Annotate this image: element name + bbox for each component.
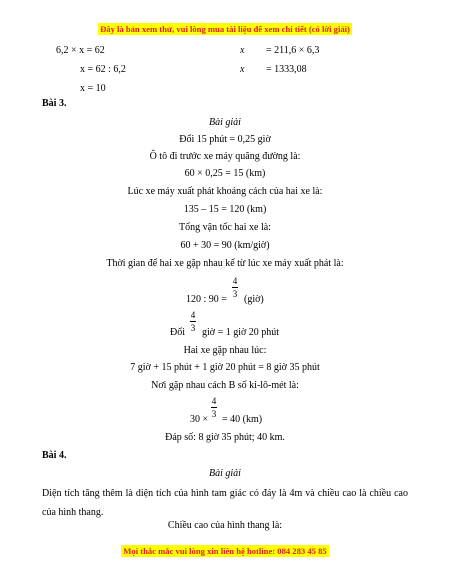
bai3-line-9-pre: 120 : 90 =: [186, 294, 227, 305]
fraction-numerator: 4: [232, 276, 238, 286]
bai3-line-7: 60 + 30 = 90 (km/giờ): [180, 240, 270, 251]
fraction-numerator: 4: [211, 396, 217, 406]
bai3-line-10-post: giờ = 1 giờ 20 phút: [202, 327, 280, 338]
fraction-bar: [232, 287, 238, 288]
fraction-denominator: 3: [190, 323, 196, 333]
eq-left-2: x = 62 : 6,2: [80, 64, 126, 75]
bai3-subheading: Bài giải: [209, 117, 241, 128]
fraction-bar: [190, 321, 196, 322]
bai4-line-1: Chiều cao của hình thang là:: [167, 520, 283, 531]
eq-right-2-var: x: [240, 64, 245, 75]
fraction-4-3: [208, 396, 220, 419]
fraction-numerator: 4: [190, 310, 196, 320]
bai3-heading: Bài 3.: [42, 98, 67, 109]
bai4-subheading: Bài giải: [209, 468, 241, 479]
bai3-line-10-pre: Đổi: [170, 327, 185, 338]
eq-left-3: x = 10: [80, 83, 106, 94]
bai3-line-14-post: = 40 (km): [222, 414, 263, 425]
fraction-4-3: [229, 276, 241, 299]
bai3-line-8: Thời gian để hai xe gặp nhau kể từ lúc xe máy xuất phát là:: [106, 258, 344, 269]
bai3-line-13: Nơi gặp nhau cách B số ki-lô-mét là:: [151, 380, 299, 391]
fraction-denominator: 3: [232, 289, 238, 299]
bai3-line-14-pre: 30 ×: [190, 414, 209, 425]
eq-left-1: 6,2 × x = 62: [56, 45, 105, 56]
bai4-heading: Bài 4.: [42, 450, 67, 461]
fraction-4-3: [187, 310, 199, 333]
bai3-answer: Đáp số: 8 giờ 35 phút; 40 km.: [165, 432, 285, 443]
bai4-paragraph: Diện tích tăng thêm là diện tích của hình tam giác có đáy là 4m và chiều cao là chiều cao của hình thang.: [42, 488, 408, 518]
bai3-line-1: Đổi 15 phút = 0,25 giờ: [179, 134, 271, 145]
eq-right-2-expr: = 1333,08: [266, 64, 307, 75]
hotline-banner-text: Mọi thắc mắc vui lòng xin liên hệ hotline: 084 283 45 85: [123, 546, 327, 556]
hotline-banner: [0, 546, 450, 557]
preview-banner: [0, 24, 450, 35]
fraction-denominator: 3: [211, 409, 217, 419]
bai3-line-11: Hai xe gặp nhau lúc:: [183, 345, 267, 356]
bai3-line-2: Ô tô đi trước xe máy quãng đường là:: [149, 151, 301, 162]
eq-right-1-var: x: [240, 45, 245, 56]
preview-banner-text: Đây là bản xem thử, vui lòng mua tài liệu để xem chi tiết (có lời giải): [100, 24, 350, 34]
fraction-bar: [211, 407, 217, 408]
bai3-line-4: Lúc xe máy xuất phát khoảng cách của hai xe là:: [127, 186, 323, 197]
bai3-line-9-post: (giờ): [244, 294, 264, 305]
bai3-line-5: 135 – 15 = 120 (km): [183, 204, 267, 215]
bai3-line-12: 7 giờ + 15 phút + 1 giờ 20 phút = 8 giờ 35 phút: [130, 362, 320, 373]
bai3-line-6: Tổng vận tốc hai xe là:: [179, 222, 271, 233]
eq-right-1-expr: = 211,6 × 6,3: [266, 45, 320, 56]
bai3-line-3: 60 × 0,25 = 15 (km): [184, 168, 266, 179]
